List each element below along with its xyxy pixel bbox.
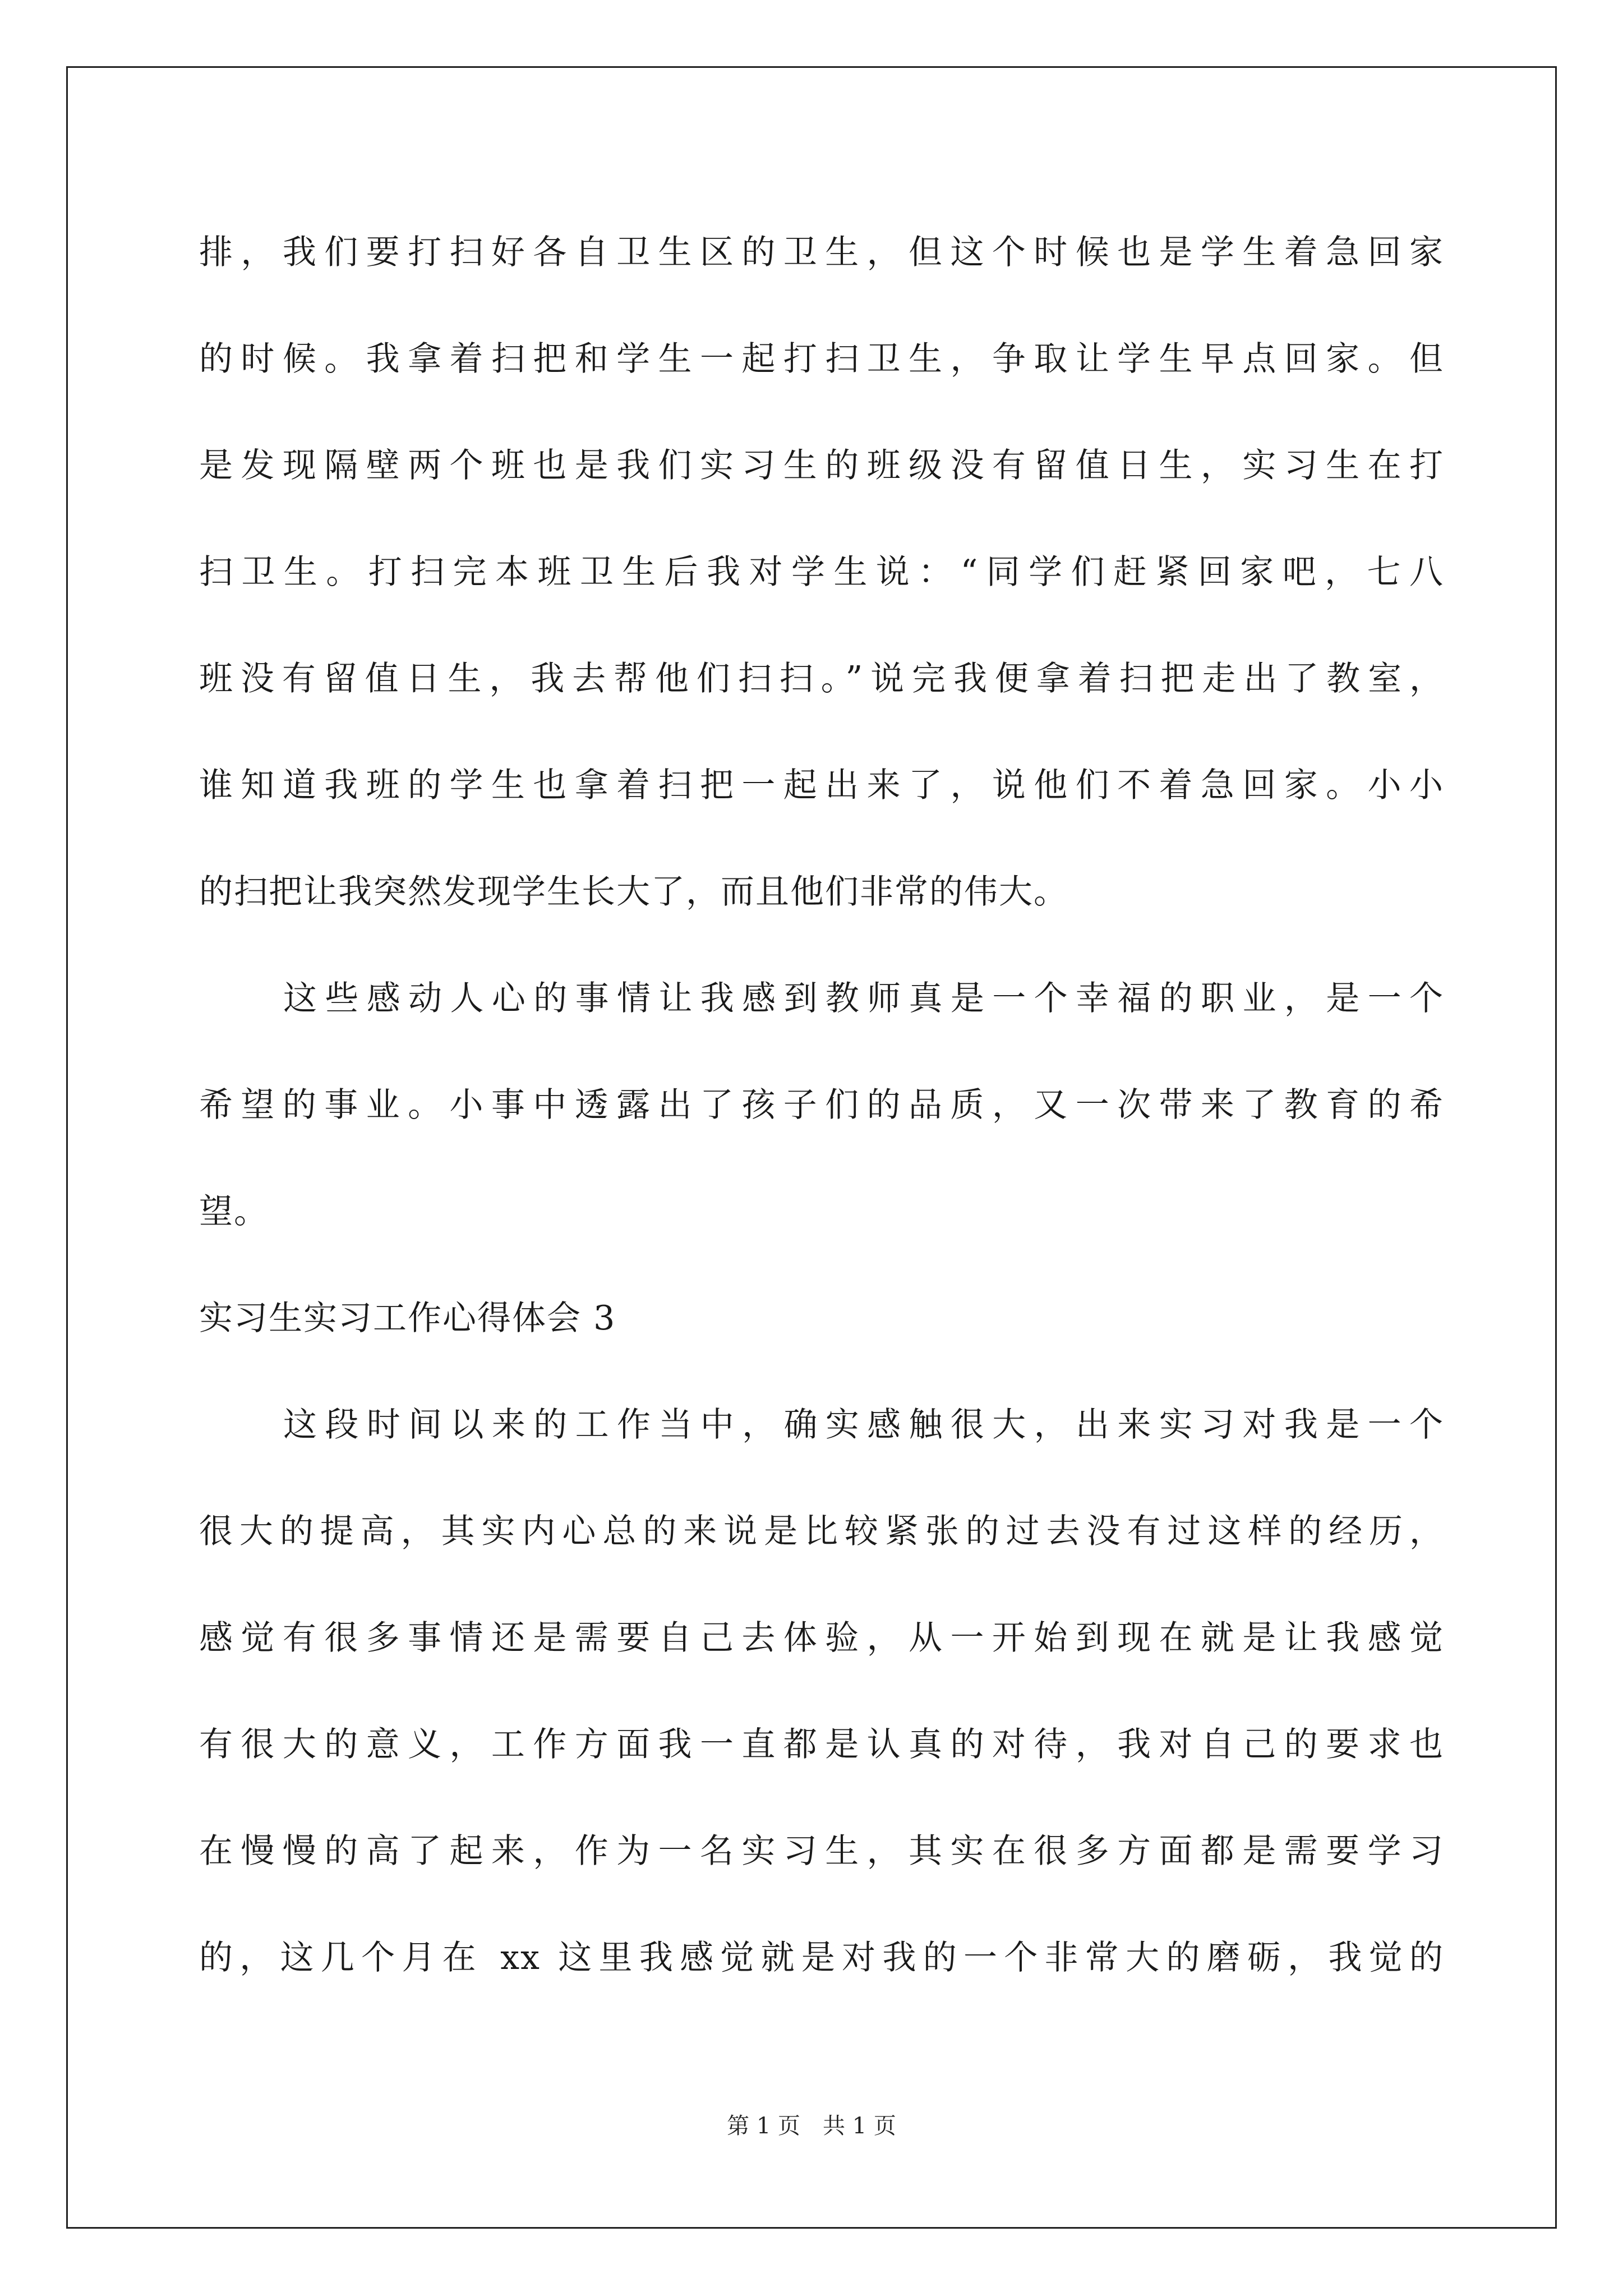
text-line: 很大的提高，其实内心总的来说是比较紧张的过去没有过这样的经历，: [199, 1512, 1444, 1551]
text-line: 感觉有很多事情还是需要自己去体验，从一开始到现在就是让我感觉: [199, 1618, 1444, 1658]
paragraph-first-line: 这段时间以来的工作当中，确实感触很大，出来实习对我是一个: [283, 1405, 1444, 1444]
text-line: 扫卫生。打扫完本班卫生后我对学生说：“同学们赶紧回家吧，七八: [199, 553, 1444, 592]
document-body: [199, 199, 1444, 2011]
text-line: 的时候。我拿着扫把和学生一起打扫卫生，争取让学生早点回家。但: [199, 339, 1444, 379]
text-line: 望。: [199, 1192, 269, 1231]
text-line: 排，我们要打扫好各自卫生区的卫生，但这个时候也是学生着急回家: [199, 233, 1444, 272]
text-line: 希望的事业。小事中透露出了孩子们的品质，又一次带来了教育的希: [199, 1085, 1444, 1125]
section-heading: 实习生实习工作心得体会 3: [199, 1299, 616, 1338]
text-line: 的扫把让我突然发现学生长大了，而且他们非常的伟大。: [199, 872, 1068, 912]
text-line: 是发现隔壁两个班也是我们实习生的班级没有留值日生，实习生在打: [199, 446, 1444, 485]
page-footer: 第 1 页 共 1 页: [727, 2113, 896, 2139]
text-line: 谁知道我班的学生也拿着扫把一起出来了，说他们不着急回家。小小: [199, 766, 1444, 805]
text-line: 有很大的意义，工作方面我一直都是认真的对待，我对自己的要求也: [199, 1725, 1444, 1764]
text-line: 在慢慢的高了起来，作为一名实习生，其实在很多方面都是需要学习: [199, 1832, 1444, 1871]
text-line: 的，这几个月在 xx 这里我感觉就是对我的一个非常大的磨砺，我觉的: [199, 1938, 1444, 1977]
text-line: 班没有留值日生，我去帮他们扫扫。”说完我便拿着扫把走出了教室，: [199, 659, 1444, 698]
paragraph-first-line: 这些感动人心的事情让我感到教师真是一个幸福的职业，是一个: [283, 979, 1444, 1018]
